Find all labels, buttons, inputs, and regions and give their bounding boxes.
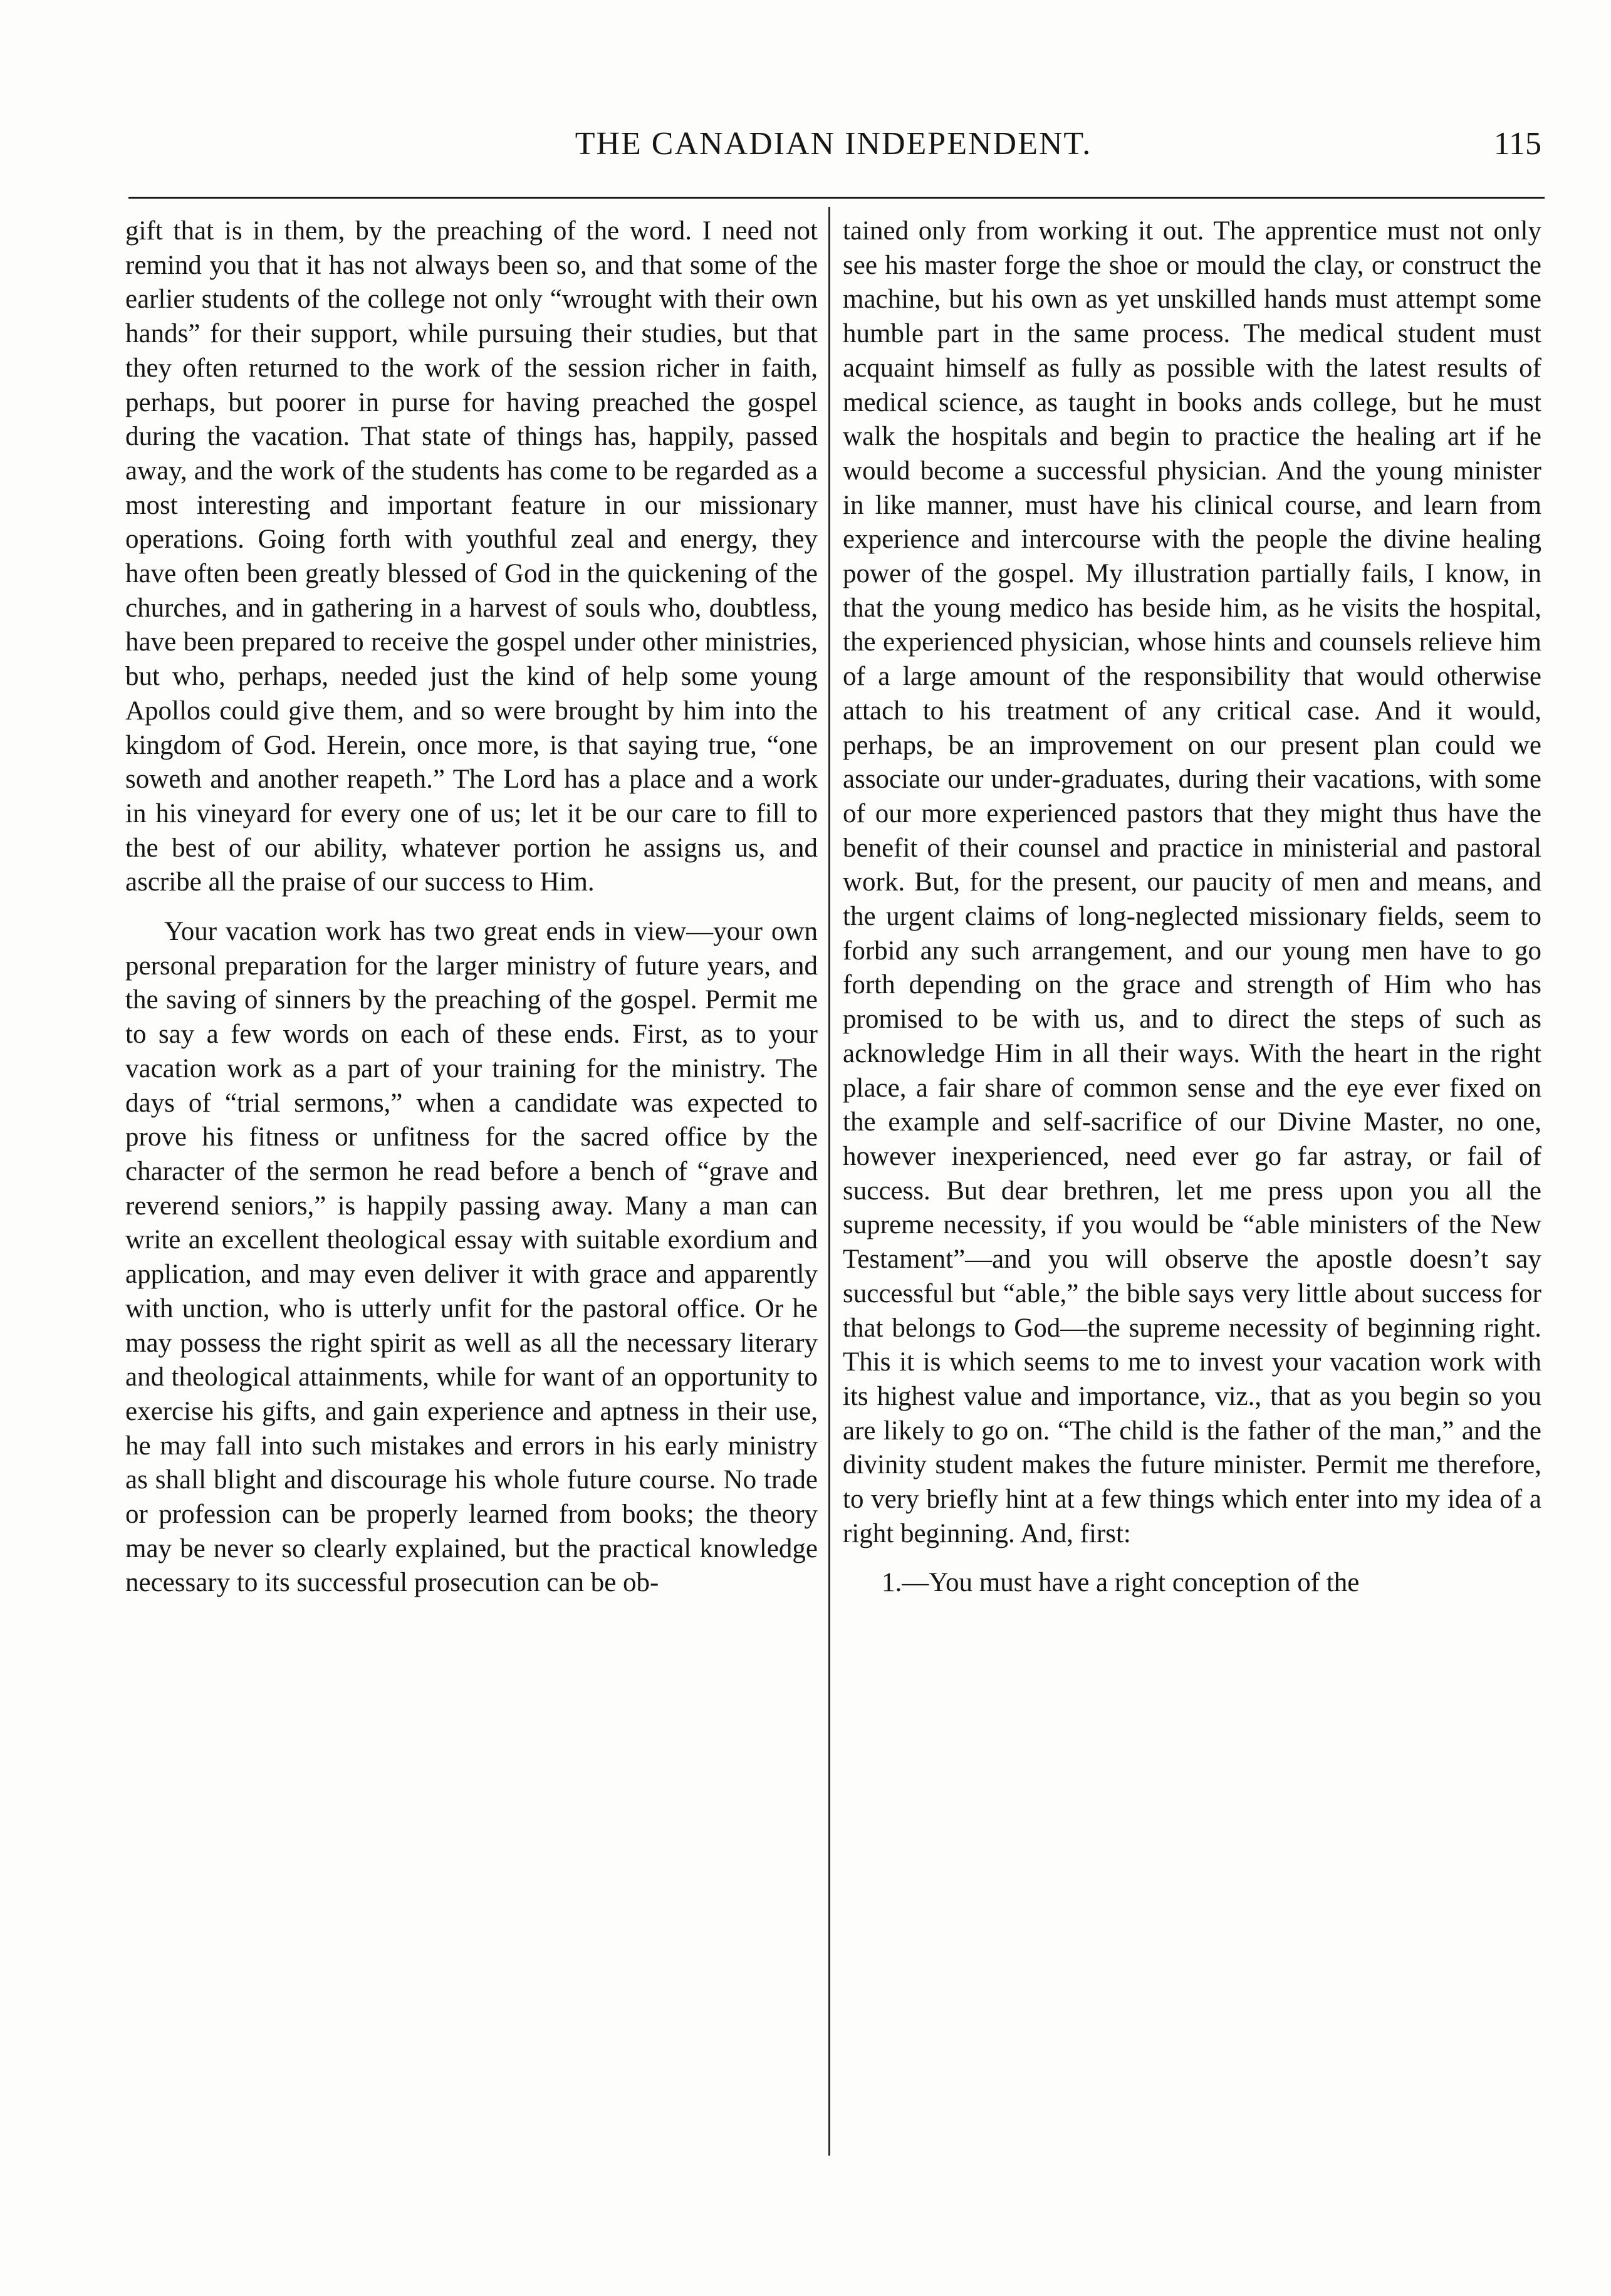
left-column <box>125 214 818 1600</box>
page-number: 115 <box>1493 126 1541 162</box>
header-rule <box>128 197 1545 199</box>
running-title: THE CANADIAN INDEPENDENT. <box>575 126 1092 162</box>
right-paragraph-1: tained only from working it out. The apprentice must not only see his master forge the shoe or mould the clay, or construct the machine, but his own as yet unskilled hands must attempt some humble part in the same process. The medical student must acquaint himself as fully as possible with the latest results of medical science, as taught in books ands college, but he must walk the hospitals and begin to practice the healing art if he would become a successful physician. And the young minister in like manner, must have his clinical course, and learn from experience and intercourse with the people the divine healing power of the gospel. My illustration partially fails, I know, in that the young medico has beside him, as he visits the hospital, the experienced physician, whose hints and counsels relieve him of a large amount of the responsibility that would otherwise attach to his treatment of any critical case. And it would, perhaps, be an improvement on our present plan could we associate our under-graduates, during their vacations, with some of our more experienced pastors that they might thus have the benefit of their counsel and practice in ministerial and pastoral work. But, for the present, our paucity of men and means, and the urgent claims of long-neglected missionary fields, seem to forbid any such arrangement, and our young men have to go forth depending on the grace and strength of Him who has promised to be with us, and to direct the steps of such as acknowledge Him in all their ways. With the heart in the right place, a fair share of common sense and the eye ever fixed on the example and self-sacrifice of our Divine Master, no one, however inexperienced, need ever go far astray, or fail of success. But dear brethren, let me press upon you all the supreme necessity, if you would be “able ministers of the New Testament”—and you will observe the apostle doesn’t say successful but “able,” the bible says very little about success for that belongs to God—the supreme necessity of beginning right. This it is which seems to me to invest your vacation work with its highest value and importance, viz., that as you begin so you are likely to go on. “The child is the father of the man,” and the divinity student makes the future minister. Permit me therefore, to very briefly hint at a few things which enter into my idea of a right beginning. And, first: <box>843 216 1541 1548</box>
left-paragraph-2: Your vacation work has two great ends in view—your own personal preparation for the larger ministry of future years, and the saving of sinners by the preaching of the gospel. Permit me to say a few words on each of these ends. First, as to your vacation work as a part of your training for the ministry. The days of “trial sermons,” when a candidate was expected to prove his fitness or unfitness for the sacred office by the character of the sermon he read before a bench of “grave and reverend seniors,” is happily passing away. Many a man can write an excellent theological essay with suitable exordium and application, and may even deliver it with grace and apparently with unction, who is utterly unfit for the pastoral office. Or he may possess the right spirit as well as all the necessary literary and theological attainments, while for want of an opportunity to exercise his gifts, and gain experience and aptness in their use, he may fall into such mistakes and errors in his early ministry as shall blight and discourage his whole future course. No trade or profession can be properly learned from books; the theory may be never so clearly explained, but the practical knowledge necessary to its successful prosecution can be ob- <box>125 917 818 1598</box>
right-paragraph-2: 1.—You must have a right conception of the <box>882 1568 1360 1598</box>
right-column <box>843 214 1541 1600</box>
left-paragraph-1: gift that is in them, by the preaching of the word. I need not remind you that it has not always been so, and that some of the earlier students of the college not only “wrought with their own hands” for their support, while pursuing their studies, but that they often returned to the work of the session richer in faith, perhaps, but poorer in purse for having preached the gospel during the vacation. That state of things has, happily, passed away, and the work of the students has come to be regarded as a most interesting and important feature in our missionary operations. Going forth with youthful zeal and energy, they have often been greatly blessed of God in the quickening of the churches, and in gathering in a harvest of souls who, doubtless, have been prepared to receive the gospel under other ministries, but who, perhaps, needed just the kind of help some young Apollos could give them, and so were brought by him into the kingdom of God. Herein, once more, is that saying true, “one soweth and another reapeth.” The Lord has a place and a work in his vineyard for every one of us; let it be our care to fill to the best of our ability, whatever portion he assigns us, and ascribe all the praise of our success to Him. <box>125 216 818 897</box>
page-header <box>125 125 1541 175</box>
column-divider <box>828 207 830 2156</box>
